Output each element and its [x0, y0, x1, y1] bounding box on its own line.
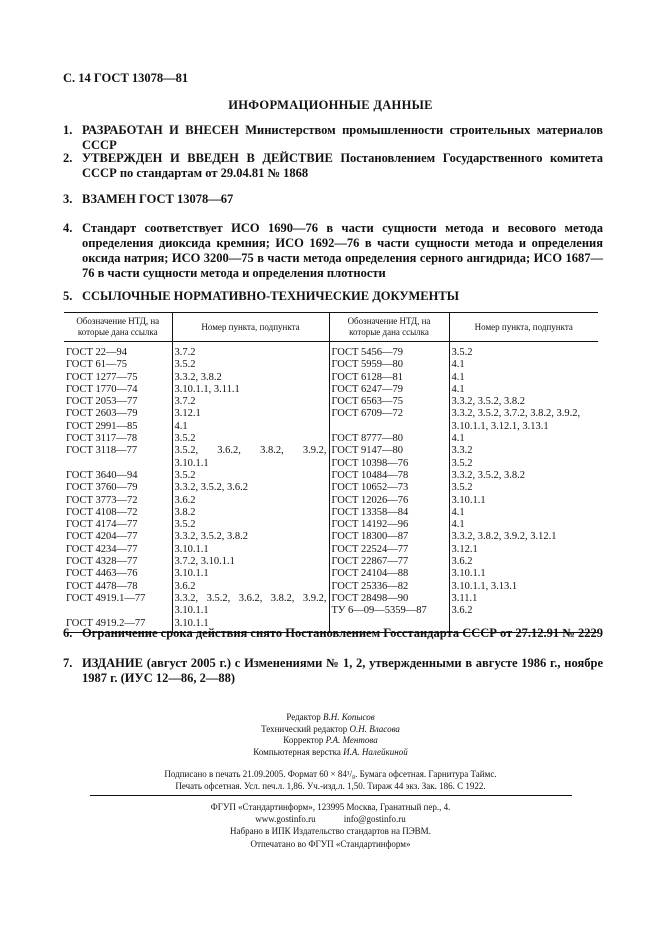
- table-cell-document: ГОСТ 10484—78: [331, 469, 409, 481]
- table-cell-document: ГОСТ 10398—76: [331, 457, 409, 469]
- table-cell-clauses: 3.6.2: [174, 494, 196, 506]
- table-cell-clauses: 3.11.1: [451, 592, 478, 604]
- table-cell-document: ГОСТ 6247—79: [331, 383, 404, 395]
- table-cell-clauses: 3.3.2, 3.5.2, 3.8.2: [451, 469, 525, 481]
- table-cell-document: ГОСТ 4174—77: [66, 519, 138, 531]
- info-item-3: [63, 192, 603, 207]
- table-cell-clauses: 3.12.1: [174, 408, 201, 420]
- credit-line: Компьютерная верстка И.А. Налейкиной: [253, 746, 408, 757]
- table-cell-document: ГОСТ 25336—82: [331, 580, 409, 592]
- table-cell-clauses: 3.10.1.1, 3.13.1: [451, 580, 518, 592]
- item-text: Ограничение срока действия снято Постановлением Госстандарта СССР от 27.12.91 № 2229: [82, 626, 603, 640]
- table-cell-document: ГОСТ 4919.2—77: [66, 617, 146, 629]
- info-item-1: [63, 123, 603, 153]
- table-cell-document: ГОСТ 12026—76: [331, 494, 409, 506]
- table-cell-clauses: 3.5.2: [451, 347, 473, 358]
- item-number: 3.: [63, 192, 73, 206]
- table-cell-document: ТУ 6—09—5359—87: [331, 605, 427, 617]
- table-cell-document: ГОСТ 5456—79: [331, 347, 404, 358]
- table-cell-document: ГОСТ 13358—84: [331, 506, 409, 518]
- table-cell-clauses: 3.3.2, 3.5.2, 3.6.2, 3.8.2, 3.9.2,: [174, 592, 327, 604]
- table-cell-clauses: 3.6.2: [451, 556, 473, 568]
- header-document-left: Обозначение НТД, на которые дана ссылка: [64, 313, 172, 342]
- table-cell-document: ГОСТ 3640—94: [66, 469, 138, 481]
- table-cell-clauses: 3.5.2: [451, 457, 473, 469]
- table-cell-clauses: 3.6.2: [451, 605, 473, 617]
- table-cell-clauses: 3.7.2: [174, 347, 196, 358]
- table-cell-document: ГОСТ 4204—77: [66, 531, 138, 543]
- table-cell-clauses: 3.5.2, 3.6.2, 3.8.2, 3.9.2,: [174, 445, 327, 457]
- table-cell-clauses: 3.3.2, 3.5.2, 3.8.2: [451, 396, 525, 408]
- table-cell-document: ГОСТ 4234—77: [66, 543, 138, 555]
- table-cell-document: ГОСТ 3760—79: [66, 482, 138, 494]
- table-cell-document: ГОСТ 2603—79: [66, 408, 138, 420]
- table-cell-clauses: 3.10.1.1, 3.11.1: [174, 383, 240, 395]
- table-cell-document: ГОСТ 22867—77: [331, 556, 409, 568]
- table-cell-clauses: 4.1: [451, 371, 465, 383]
- right-clause-column: [449, 342, 598, 633]
- publisher-contacts: [0, 813, 661, 825]
- left-clause-column: [172, 342, 329, 633]
- table-cell-clauses: 3.10.1.1: [174, 605, 209, 617]
- item-number: 7.: [63, 656, 73, 670]
- table-cell-clauses: 4.1: [451, 506, 465, 518]
- table-cell-document: ГОСТ 5959—80: [331, 359, 404, 371]
- table-cell-document: ГОСТ 6128—81: [331, 371, 404, 383]
- table-cell-document: ГОСТ 24104—88: [331, 568, 409, 580]
- header-clause-left: Номер пункта, подпункта: [172, 313, 329, 342]
- credit-line: Редактор В.Н. Копысов: [286, 712, 375, 722]
- table-header-row: [64, 313, 598, 342]
- table-cell-clauses: 4.1: [451, 383, 465, 395]
- footer-divider: [90, 795, 572, 796]
- section-title: ИНФОРМАЦИОННЫЕ ДАННЫЕ: [228, 98, 433, 112]
- publisher-footer: [0, 801, 661, 850]
- item-text: РАЗРАБОТАН И ВНЕСЕН Министерством промышленности строительных материалов СССР: [82, 123, 603, 152]
- printed-note: Отпечатано во ФГУП «Стандартинформ»: [250, 838, 411, 849]
- table-cell-document: ГОСТ 4328—77: [66, 556, 138, 568]
- table-cell-clauses: 3.10.1.1: [451, 568, 486, 580]
- table-cell-document: ГОСТ 28498—90: [331, 592, 409, 604]
- table-cell-clauses: 4.1: [451, 359, 465, 371]
- table-cell-document: [66, 458, 170, 470]
- table-cell-document: ГОСТ 18300—87: [331, 531, 409, 543]
- table-cell-clauses: 3.5.2: [174, 469, 196, 481]
- table-cell-clauses: 3.6.2: [174, 580, 196, 592]
- info-item-6: [63, 626, 603, 641]
- table-cell-clauses: 4.1: [451, 519, 465, 531]
- table-cell-document: ГОСТ 3773—72: [66, 494, 138, 506]
- table-body-row: [64, 342, 598, 633]
- table-cell-document: ГОСТ 61—75: [66, 359, 128, 371]
- table-cell-clauses: 3.3.2, 3.8.2: [174, 371, 222, 383]
- table-cell-clauses: 3.12.1: [451, 543, 478, 555]
- item-number: 1.: [63, 123, 73, 137]
- table-cell-clauses: 3.8.2: [174, 506, 196, 518]
- item-text: УТВЕРЖДЕН И ВВЕДЕН В ДЕЙСТВИЕ Постановлением Государственного комитета СССР по стандартам от 29.04.81 № 1868: [82, 151, 603, 180]
- table-cell-document: ГОСТ 4108—72: [66, 506, 138, 518]
- table-cell-clauses: 3.5.2: [451, 482, 473, 494]
- item-number: 6.: [63, 626, 73, 640]
- publisher-email: info@gostinfo.ru: [343, 814, 406, 825]
- table-cell-document: ГОСТ 6563—75: [331, 396, 404, 408]
- table-cell-document: ГОСТ 6709—72: [331, 408, 404, 420]
- print-info-line: Печать офсетная. Усл. печ.л. 1,86. Уч.-изд.л. 1,50. Тираж 44 экз. Зак. 186. С 1922.: [175, 781, 486, 791]
- table-cell-document: ГОСТ 14192—96: [331, 519, 409, 531]
- header-clause-right: Номер пункта, подпункта: [449, 313, 598, 342]
- reference-documents-table: [64, 312, 598, 633]
- table-cell-clauses: 3.3.2, 3.5.2, 3.6.2: [174, 482, 248, 494]
- table-cell-clauses: 3.3.2, 3.8.2, 3.9.2, 3.12.1: [451, 531, 557, 543]
- item-text: ССЫЛОЧНЫЕ НОРМАТИВНО-ТЕХНИЧЕСКИЕ ДОКУМЕНТЫ: [82, 289, 459, 303]
- table-cell-document: ГОСТ 2991—85: [66, 420, 138, 432]
- typeset-note: Набрано в ИПК Издательство стандартов на ПЭВМ.: [230, 826, 431, 837]
- table-cell-document: ГОСТ 3118—77: [66, 445, 138, 457]
- table-cell-clauses: 3.7.2: [174, 396, 196, 408]
- credit-line: Технический редактор О.Н. Власова: [261, 723, 400, 734]
- info-item-2: [63, 151, 603, 181]
- table-cell-document: ГОСТ 9147—80: [331, 445, 404, 457]
- table-cell-clauses: 3.5.2: [174, 519, 196, 531]
- item-text: ИЗДАНИЕ (август 2005 г.) с Изменениями № 1, 2, утвержденными в августе 1986 г., ноябре 1987 г. (ИУС 12—86, 2—88): [82, 656, 603, 685]
- table-cell-clauses: 3.10.1.1: [451, 494, 486, 506]
- publisher-address: ФГУП «Стандартинформ», 123995 Москва, Гранатный пер., 4.: [210, 802, 451, 812]
- table-cell-document: ГОСТ 4478—78: [66, 580, 138, 592]
- table-cell-clauses: 3.10.1.1: [174, 568, 209, 580]
- table-cell-document: [332, 421, 447, 433]
- table-cell-clauses: 3.10.1.1, 3.12.1, 3.13.1: [451, 420, 549, 432]
- table-cell-clauses: 4.1: [174, 420, 188, 432]
- table-cell-document: ГОСТ 10652—73: [331, 482, 409, 494]
- table-cell-clauses: 3.5.2: [174, 359, 196, 371]
- table-cell-clauses: 3.5.2: [174, 433, 196, 445]
- item-number: 4.: [63, 221, 73, 235]
- table-cell-clauses: 3.3.2: [451, 445, 473, 457]
- table-cell-document: ГОСТ 4919.1—77: [66, 592, 146, 604]
- info-item-5: [63, 289, 603, 304]
- print-info-line: Подписано в печать 21.09.2005. Формат 60 × 84¹/₈. Бумага офсетная. Гарнитура Таймс.: [164, 769, 497, 779]
- table-cell-clauses: 4.1: [451, 433, 465, 445]
- table-cell-clauses: 3.10.1.1: [174, 543, 209, 555]
- right-document-column: [329, 342, 449, 633]
- info-item-7: [63, 656, 603, 686]
- table-cell-document: ГОСТ 22—94: [66, 347, 128, 358]
- table-cell-clauses: 3.10.1.1: [174, 617, 209, 629]
- publisher-website: www.gostinfo.ru: [255, 814, 316, 825]
- editorial-credits: [0, 712, 661, 758]
- credit-line: Корректор Р.А. Ментова: [283, 735, 378, 745]
- table-cell-document: ГОСТ 22524—77: [331, 543, 409, 555]
- table-cell-clauses: 3.7.2, 3.10.1.1: [174, 556, 235, 568]
- table-cell-document: [66, 605, 170, 617]
- table-cell-document: ГОСТ 4463—76: [66, 568, 138, 580]
- info-item-4: [63, 221, 603, 281]
- table-cell-document: ГОСТ 1770—74: [66, 383, 138, 395]
- item-number: 5.: [63, 289, 73, 303]
- table-cell-document: ГОСТ 1277—75: [66, 371, 138, 383]
- item-number: 2.: [63, 151, 73, 165]
- table-cell-document: ГОСТ 2053—77: [66, 396, 138, 408]
- table-cell-document: ГОСТ 8777—80: [331, 433, 404, 445]
- left-document-column: [64, 342, 172, 633]
- item-text: Стандарт соответствует ИСО 1690—76 в части сущности метода и весового метода определения диоксида кремния; ИСО 1692—76 в части сущности метода и определения оксида натрия; ИСО 3200—75 в части метода определения серного ангидрида; ИСО 1687—76 в части сущности метода и определения плотности: [82, 221, 603, 280]
- table-cell-clauses: 3.3.2, 3.5.2, 3.7.2, 3.8.2, 3.9.2,: [451, 408, 581, 420]
- table-cell-clauses: 3.3.2, 3.5.2, 3.8.2: [174, 531, 248, 543]
- table-cell-clauses: 3.10.1.1: [174, 457, 209, 469]
- table-cell-document: ГОСТ 3117—78: [66, 433, 138, 445]
- item-text: ВЗАМЕН ГОСТ 13078—67: [82, 192, 234, 206]
- page-header: С. 14 ГОСТ 13078—81: [63, 71, 189, 85]
- print-info: [0, 768, 661, 792]
- header-document-right: Обозначение НТД, на которые дана ссылка: [329, 313, 449, 342]
